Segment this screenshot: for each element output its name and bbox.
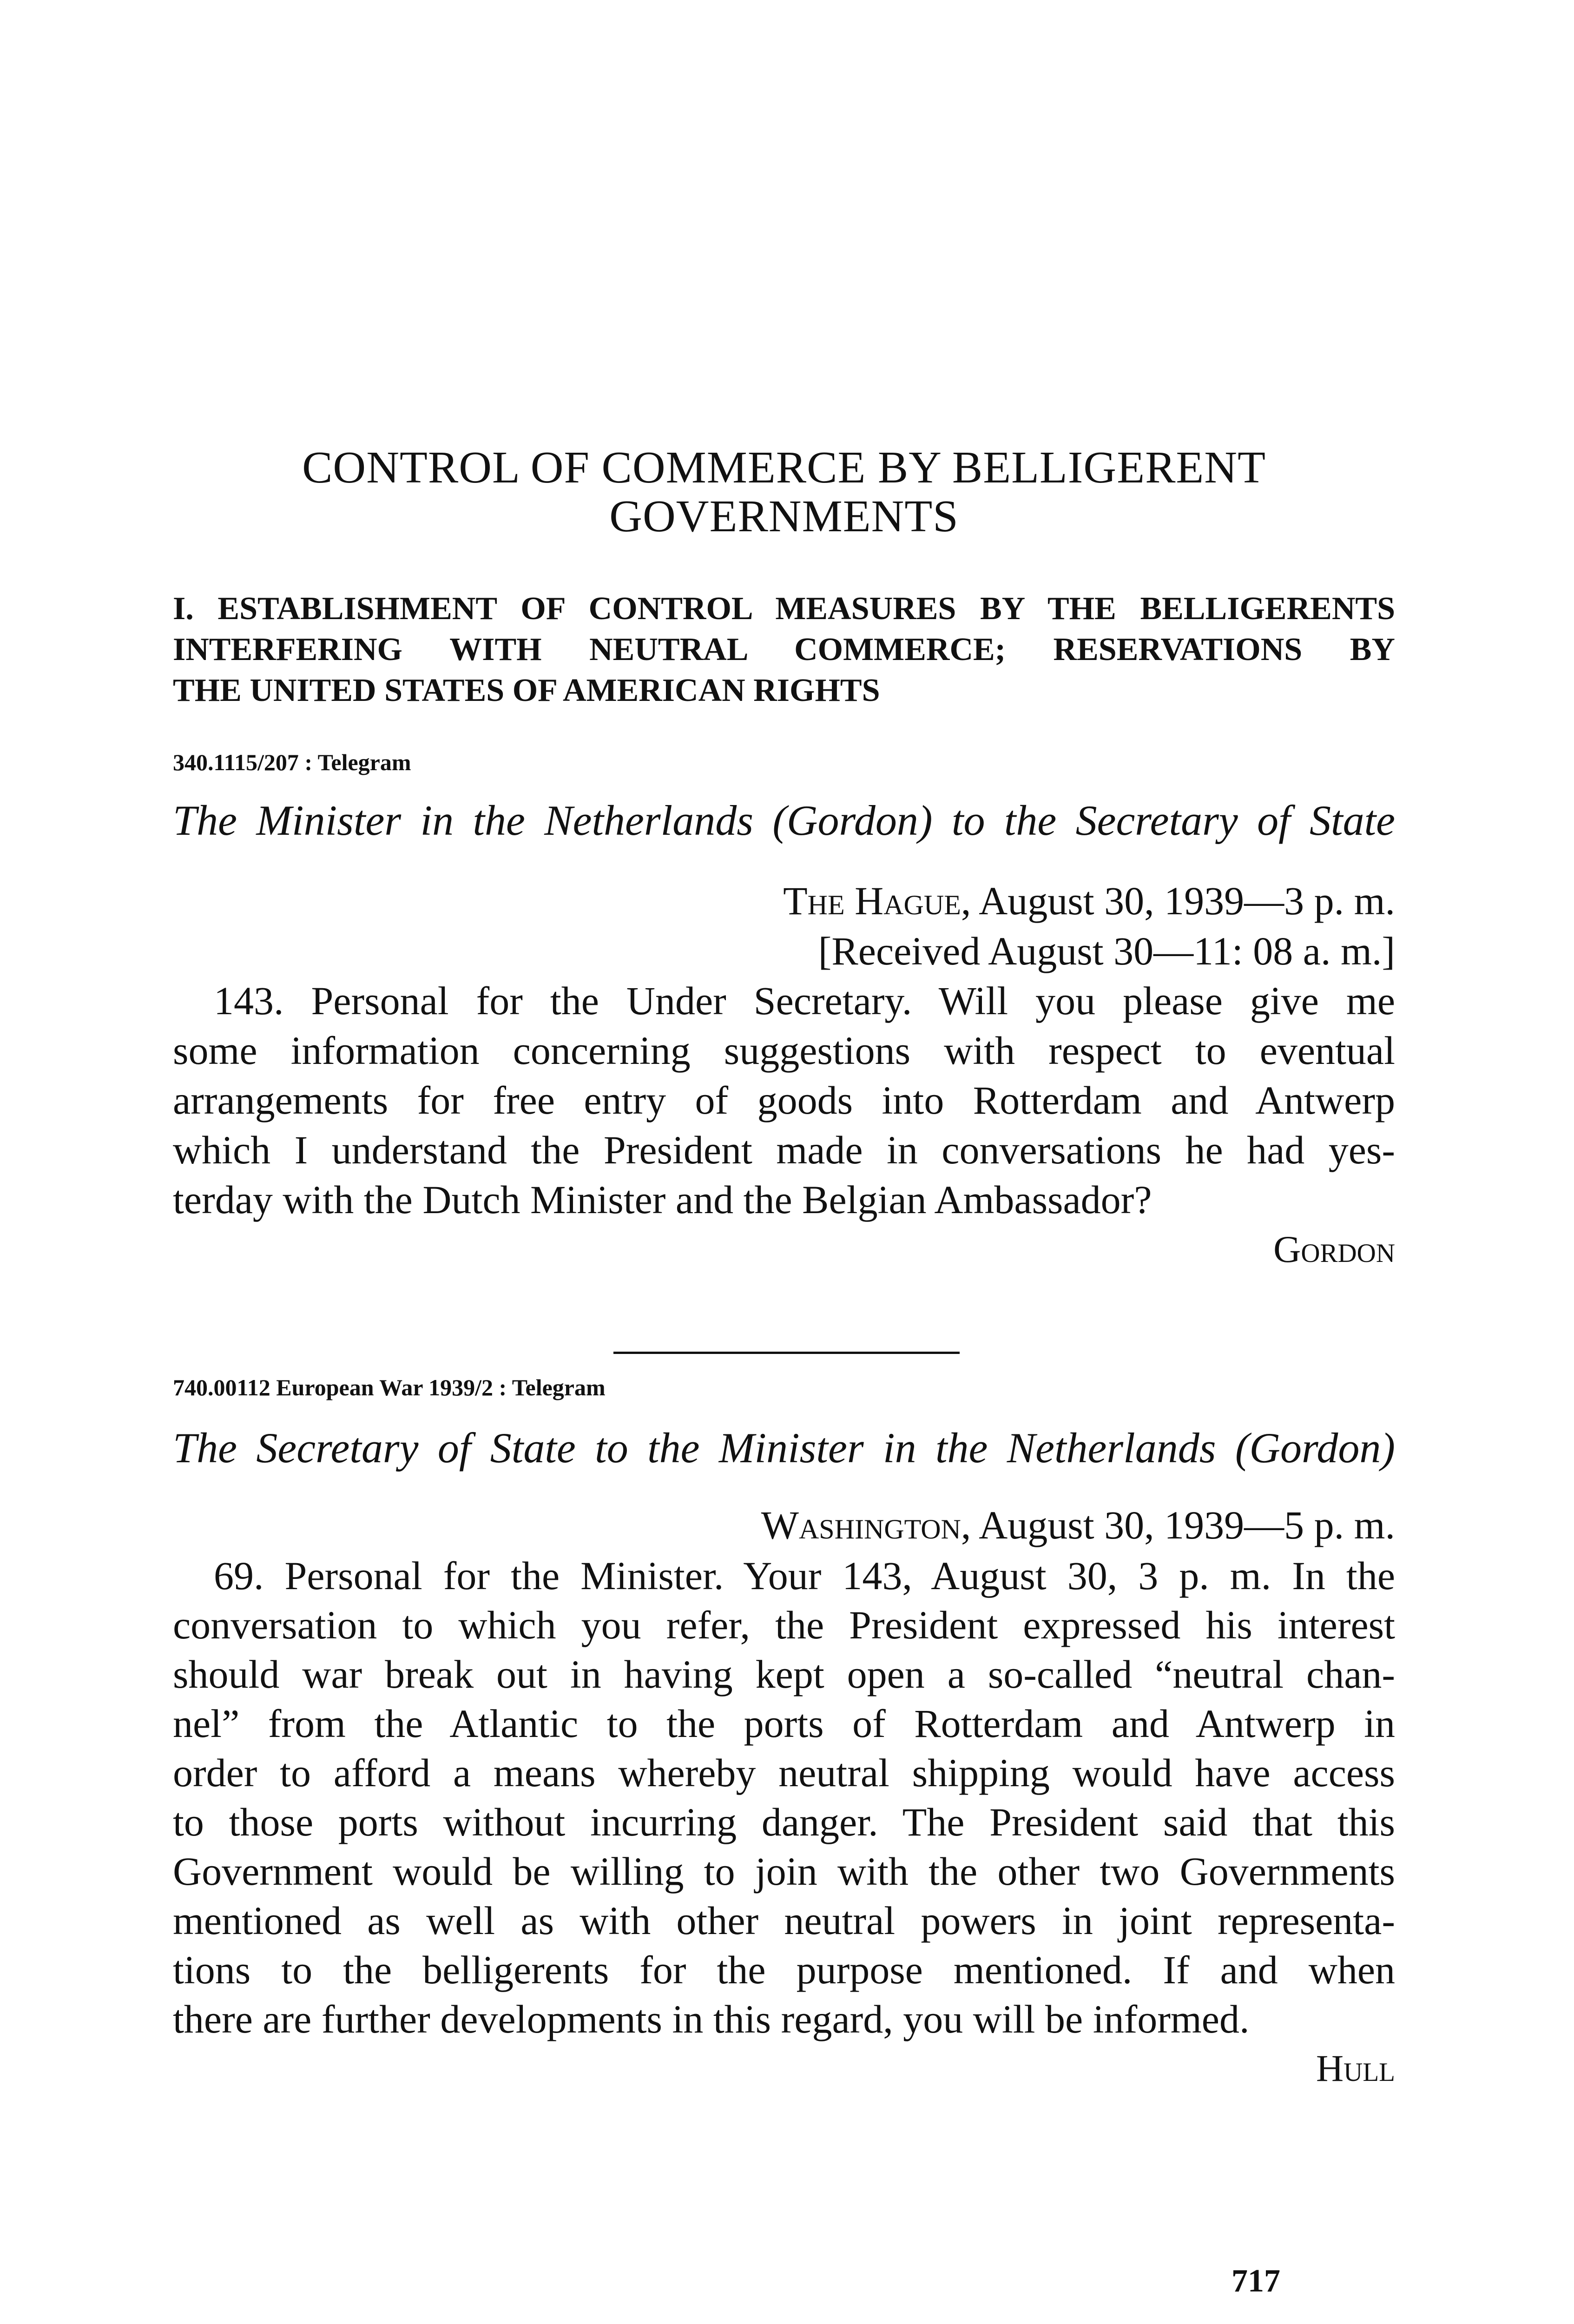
doc2-body-line: mentioned as well as with other neutral powers in joint representa- <box>173 1898 1395 1943</box>
doc2-body-line: conversation to which you refer, the President expressed his interest <box>173 1603 1395 1647</box>
section-divider <box>613 1352 960 1354</box>
doc2-signature: Hull <box>1316 2047 1395 2089</box>
doc1-body-line: 143. Personal for the Under Secretary. Will you please give me <box>214 978 1395 1023</box>
doc1-addressee: The Minister in the Netherlands (Gordon) to the Secretary of State <box>173 797 1395 844</box>
page-number: 717 <box>1232 2263 1280 2299</box>
doc1-received: [Received August 30—11: 08 a. m.] <box>818 929 1395 973</box>
doc1-dateline <box>783 876 1395 925</box>
doc2-body-line: 69. Personal for the Minister. Your 143, August 30, 3 p. m. In the <box>214 1553 1395 1598</box>
doc2-body-line: should war break out in having kept open a so-called “neutral chan- <box>173 1652 1395 1697</box>
doc1-file-reference: 340.1115/207 : Telegram <box>173 749 411 775</box>
doc2-date: , August 30, 1939—5 p. m. <box>961 1503 1395 1547</box>
doc2-dateline <box>761 1500 1395 1550</box>
doc2-body-line: nel” from the Atlantic to the ports of Rotterdam and Antwerp in <box>173 1701 1395 1746</box>
doc1-body-line: terday with the Dutch Minister and the Belgian Ambassador? <box>173 1177 1152 1222</box>
section-heading-line-3: THE UNITED STATES OF AMERICAN RIGHTS <box>173 673 880 708</box>
doc1-signature: Gordon <box>1273 1228 1395 1270</box>
section-heading-line-2: INTERFERING WITH NEUTRAL COMMERCE; RESERVATIONS BY <box>173 632 1395 667</box>
page-title-line-2: GOVERNMENTS <box>609 491 959 541</box>
doc2-file-reference: 740.00112 European War 1939/2 : Telegram <box>173 1374 606 1400</box>
doc1-body-line: arrangements for free entry of goods into Rotterdam and Antwerp <box>173 1078 1395 1122</box>
doc1-body-line: some information concerning suggestions with respect to eventual <box>173 1028 1395 1073</box>
doc2-body-line: tions to the belligerents for the purpose mentioned. If and when <box>173 1948 1395 1992</box>
doc2-place: Washington <box>761 1503 961 1547</box>
doc2-addressee: The Secretary of State to the Minister in the Netherlands (Gordon) <box>173 1424 1395 1472</box>
doc2-body-line: order to afford a means whereby neutral shipping would have access <box>173 1750 1395 1795</box>
page-title-line-1: CONTROL OF COMMERCE BY BELLIGERENT <box>302 442 1266 493</box>
doc1-date: , August 30, 1939—3 p. m. <box>961 878 1395 923</box>
doc2-body-line: Government would be willing to join with the other two Governments <box>173 1849 1395 1894</box>
doc1-place: The Hague <box>783 878 961 923</box>
doc2-body-line: to those ports without incurring danger. The President said that this <box>173 1800 1395 1844</box>
doc1-body-line: which I understand the President made in conversations he had yes- <box>173 1128 1395 1172</box>
doc2-body-line: there are further developments in this regard, you will be informed. <box>173 1997 1250 2041</box>
section-heading-line-1: I. ESTABLISHMENT OF CONTROL MEASURES BY THE BELLIGERENTS <box>173 591 1395 627</box>
